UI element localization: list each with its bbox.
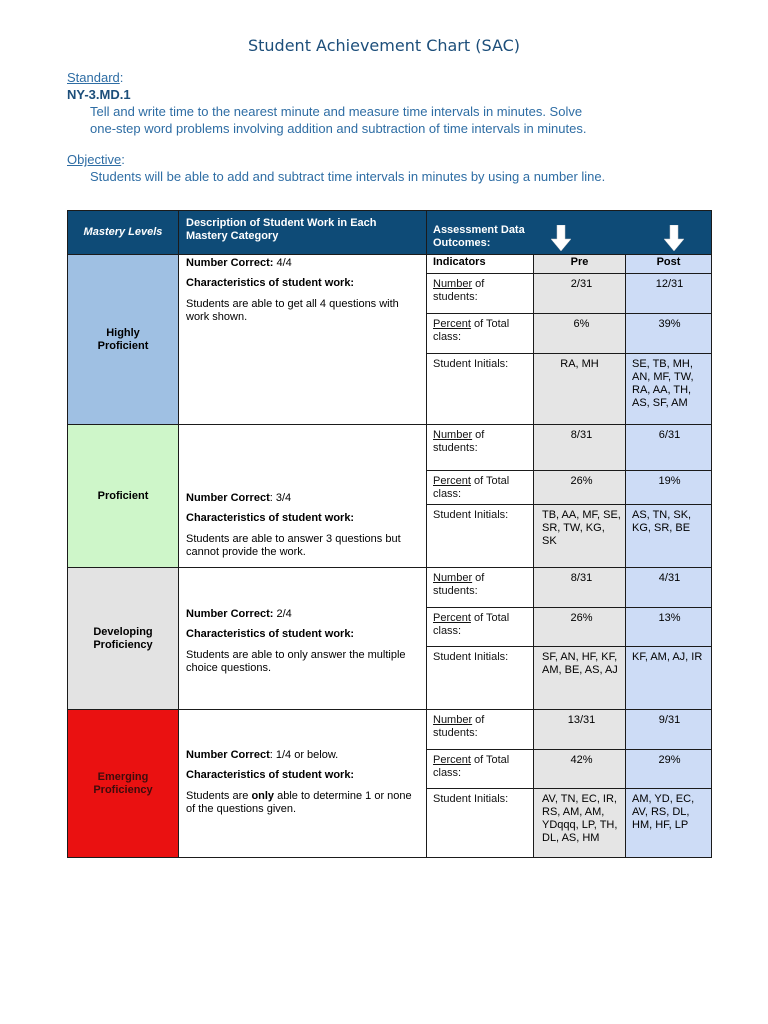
description-highly-proficient — [179, 255, 427, 425]
number-correct-label: Number Correct: — [186, 608, 274, 620]
indicator-number-rest: of students: — [433, 714, 485, 739]
post-number: 4/31 — [626, 568, 712, 608]
indicator-percent-rest: of Total class: — [433, 612, 510, 637]
objective-label: Objective — [67, 152, 122, 167]
indicator-number-rest: of students: — [433, 572, 485, 597]
header-assessment — [427, 211, 712, 255]
indicator-number — [427, 710, 534, 750]
down-arrow-icon — [551, 225, 571, 251]
header-mastery-levels: Mastery Levels — [68, 211, 179, 255]
indicators-heading: Indicators — [427, 255, 534, 274]
post-initials: KF, AM, AJ, IR — [626, 647, 712, 710]
pre-number: 13/31 — [534, 710, 626, 750]
indicator-initials: Student Initials: — [427, 647, 534, 710]
post-initials: AS, TN, SK, KG, SR, BE — [626, 505, 712, 568]
level-proficient — [68, 425, 179, 568]
number-correct-label: Number Correct — [186, 749, 270, 761]
page-title: Student Achievement Chart (SAC) — [247, 36, 521, 55]
description-text-emphasis: only — [251, 790, 275, 802]
pre-number: 8/31 — [534, 568, 626, 608]
characteristics-label: Characteristics of student work: — [186, 512, 355, 524]
objective-text: Students will be able to add and subtract time intervals in minutes by using a number line. — [90, 169, 606, 184]
level-name: Proficient — [97, 489, 149, 502]
number-correct-value: : 1/4 or below. — [269, 749, 339, 761]
description-text: Students are able to answer 3 questions but cannot provide the work. — [186, 533, 401, 558]
objective-section: Objective: Students will be able to add and subtract time intervals in minutes by using a number line. — [67, 151, 717, 185]
indicator-percent-u: Percent — [433, 612, 471, 624]
pre-initials: SF, AN, HF, KF, AM, BE, AS, AJ — [534, 647, 626, 710]
indicator-initials: Student Initials: — [427, 505, 534, 568]
indicator-percent-rest: of Total class: — [433, 318, 510, 343]
pre-percent: 42% — [534, 750, 626, 789]
indicator-number-u: Number — [433, 572, 473, 584]
number-correct-value: 2/4 — [273, 608, 292, 620]
description-text: Students are able to only answer the multiple choice questions. — [186, 649, 406, 674]
achievement-table — [67, 210, 712, 858]
down-arrow-icon — [664, 225, 684, 251]
pre-percent: 6% — [534, 314, 626, 354]
post-number: 12/31 — [626, 274, 712, 314]
level-name: Developing Proficiency — [93, 625, 153, 651]
indicator-percent-rest: of Total class: — [433, 754, 510, 779]
level-highly-proficient — [68, 255, 179, 425]
standard-section: Standard: NY-3.MD.1 Tell and write time to the nearest minute and measure time intervals in minutes. Solve one-step word problems involving addition and subtraction of time intervals in minutes. — [67, 69, 717, 137]
description-text-start: Students are — [186, 790, 252, 802]
characteristics-label: Characteristics of student work: — [186, 628, 355, 640]
post-percent: 29% — [626, 750, 712, 789]
post-percent: 19% — [626, 471, 712, 505]
description-text: Students are able to get all 4 questions with work shown. — [186, 298, 399, 323]
description-emerging — [179, 710, 427, 858]
pre-initials: RA, MH — [534, 354, 626, 425]
header-description: Description of Student Work in Each Mastery Category — [179, 211, 427, 255]
number-correct-value: : 3/4 — [269, 492, 292, 504]
indicator-percent-rest: of Total class: — [433, 475, 510, 500]
indicator-percent-u: Percent — [433, 754, 471, 766]
indicator-number-u: Number — [433, 429, 473, 441]
pre-initials: AV, TN, EC, IR, RS, AM, AM, YDqqq, LP, TH, DL, AS, HM — [534, 789, 626, 858]
post-initials: SE, TB, MH, AN, MF, TW, RA, AA, TH, AS, SF, AM — [626, 354, 712, 425]
number-correct-label: Number Correct — [186, 492, 270, 504]
level-name: Highly Proficient — [97, 326, 149, 352]
description-text-end: able to determine 1 or none of the questions given. — [186, 790, 412, 815]
post-heading: Post — [626, 255, 712, 274]
post-number: 6/31 — [626, 425, 712, 471]
number-correct-value: 4/4 — [273, 257, 292, 269]
indicator-percent-u: Percent — [433, 475, 471, 487]
indicator-initials: Student Initials: — [427, 789, 534, 858]
description-developing — [179, 568, 427, 710]
standard-label: Standard — [67, 70, 120, 85]
pre-number: 2/31 — [534, 274, 626, 314]
characteristics-label: Characteristics of student work: — [186, 277, 355, 289]
header-assessment-label: Assessment Data Outcomes: — [433, 224, 525, 249]
indicator-percent — [427, 314, 534, 354]
indicator-percent — [427, 608, 534, 647]
pre-percent: 26% — [534, 471, 626, 505]
level-name: Emerging Proficiency — [93, 770, 153, 796]
characteristics-label: Characteristics of student work: — [186, 769, 355, 781]
indicator-number — [427, 274, 534, 314]
indicator-number-u: Number — [433, 278, 473, 290]
indicator-percent — [427, 750, 534, 789]
indicator-number — [427, 568, 534, 608]
indicator-number-u: Number — [433, 714, 473, 726]
indicator-number-rest: of students: — [433, 278, 485, 303]
standard-line-2: one-step word problems involving addition and subtraction of time intervals in minutes. — [90, 121, 587, 136]
pre-initials: TB, AA, MF, SE, SR, TW, KG, SK — [534, 505, 626, 568]
standard-code: NY-3.MD.1 — [67, 87, 131, 102]
post-percent: 39% — [626, 314, 712, 354]
pre-percent: 26% — [534, 608, 626, 647]
level-emerging-proficiency — [68, 710, 179, 858]
post-percent: 13% — [626, 608, 712, 647]
description-proficient — [179, 425, 427, 568]
indicator-percent-u: Percent — [433, 318, 471, 330]
pre-number: 8/31 — [534, 425, 626, 471]
indicator-number — [427, 425, 534, 471]
indicator-number-rest: of students: — [433, 429, 485, 454]
post-initials: AM, YD, EC, AV, RS, DL, HM, HF, LP — [626, 789, 712, 858]
indicator-initials: Student Initials: — [427, 354, 534, 425]
indicator-percent — [427, 471, 534, 505]
post-number: 9/31 — [626, 710, 712, 750]
number-correct-label: Number Correct: — [186, 257, 274, 269]
level-developing-proficiency — [68, 568, 179, 710]
standard-line-1: Tell and write time to the nearest minute and measure time intervals in minutes. Solve — [90, 104, 583, 119]
pre-heading: Pre — [534, 255, 626, 274]
